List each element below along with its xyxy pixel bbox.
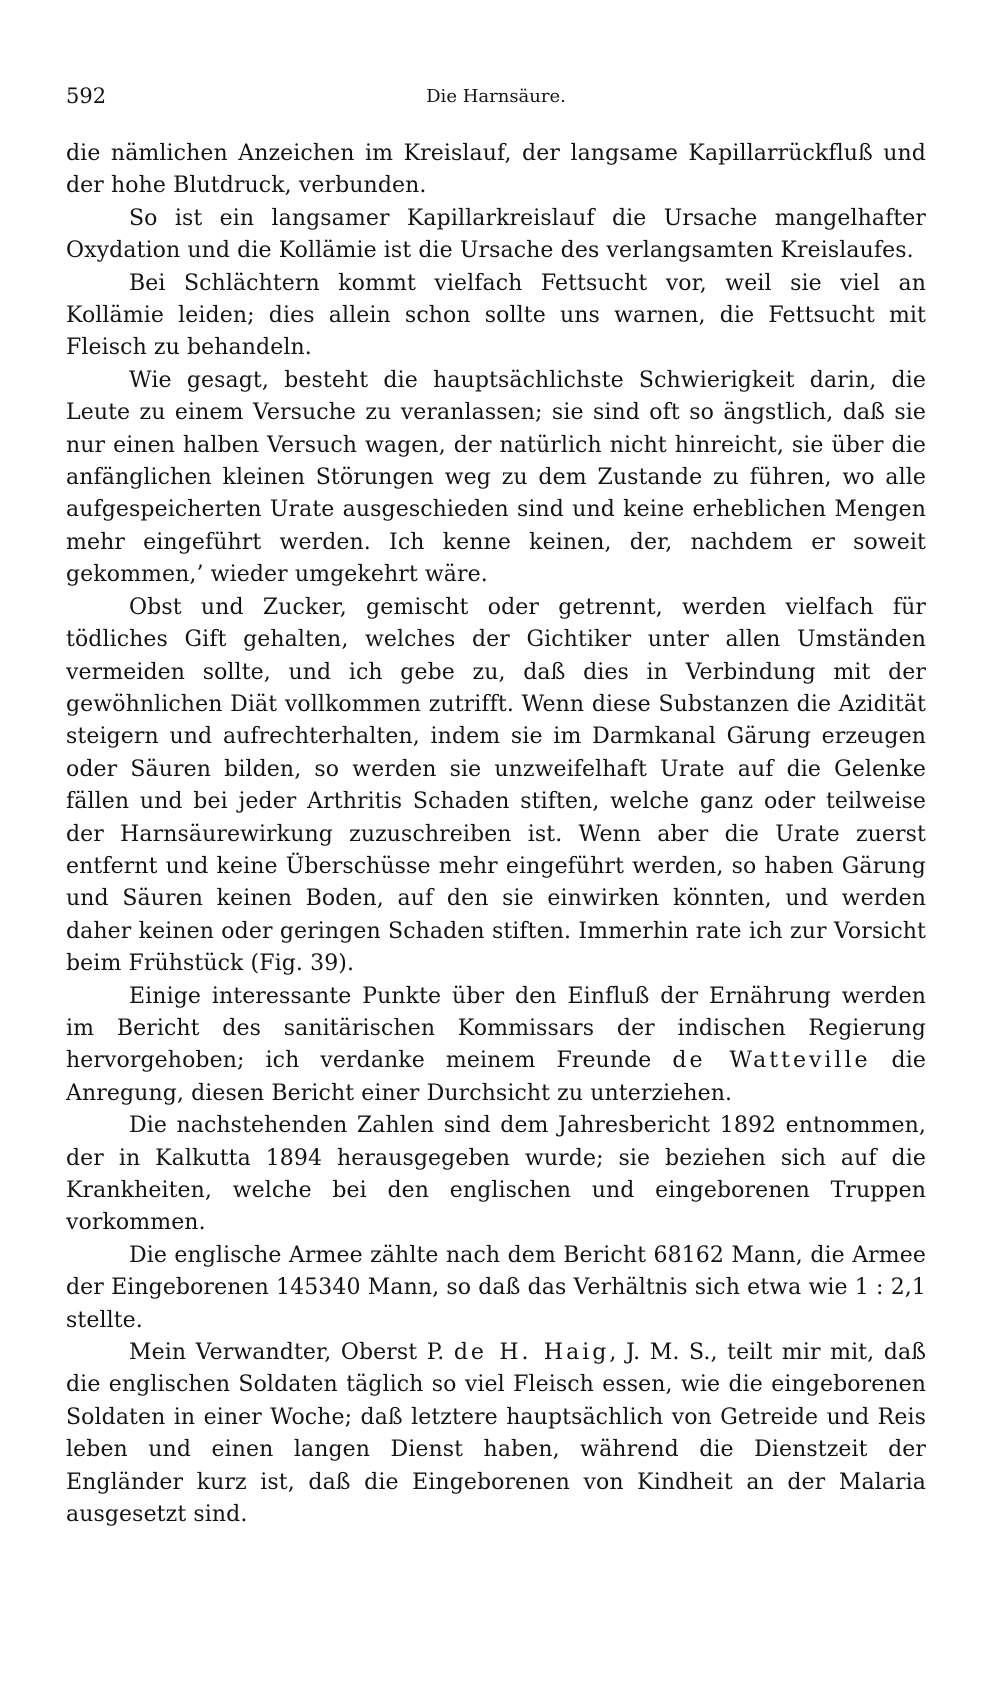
paragraph <box>66 981 926 1111</box>
paragraph: die nämlichen Anzeichen im Kreislauf, der langsame Kapillarrückfluß und der hohe Blutdruck, verbunden. <box>66 141 926 199</box>
running-title: Die Harnsäure. <box>426 86 566 107</box>
paragraph <box>66 1337 926 1531</box>
paragraph-text: Mein Verwandter, Oberst P. <box>129 1340 454 1366</box>
page-number: 592 <box>66 84 107 108</box>
paragraph: So ist ein langsamer Kapillarkreislauf die Ursache mangelhafter Oxydation und die Kollämie ist die Ursache des verlangsamten Kreislaufes. <box>66 205 926 264</box>
paragraph-text: , J. M. S., teilt mir mit, daß die englischen Soldaten täglich so viel Fleisch essen, wie die eingeborenen Soldaten in einer Woche; daß letztere hauptsächlich von Getreide und Reis leben und einen langen Dienst haben, während die Dienstzeit der Engländer kurz ist, daß die Eingeborenen von Kindheit an der Malaria ausgesetzt sind. <box>66 1340 926 1528</box>
spaced-name: de H. Haig <box>453 1340 610 1366</box>
paragraph: Wie gesagt, besteht die hauptsächlichste Schwierigkeit darin, die Leute zu einem Versuche zu veranlassen; sie sind oft so ängstlich, daß sie nur einen halben Versuch wagen, der natürlich nicht hinreicht, sie über die anfänglichen kleinen Störungen weg zu dem Zustande zu führen, wo alle aufgespeicherten Urate ausgeschieden sind und keine erheblichen Mengen mehr eingeführt werden. Ich kenne keinen, der, nachdem er soweit gekommen,’ wieder umgekehrt wäre. <box>66 367 926 588</box>
paragraph-text: Einige interessante Punkte über den Einfluß der Ernährung werden im Bericht des sanitärischen Kommissars der indischen Regierung hervorgehoben; ich verdanke meinem Freunde <box>66 983 926 1074</box>
body-text <box>66 138 926 1531</box>
paragraph: Obst und Zucker, gemischt oder getrennt, werden vielfach für tödliches Gift gehalten, welches der Gichtiker unter allen Umständen vermeiden sollte, und ich gebe zu, daß dies in Verbindung mit der gewöhnlichen Diät vollkommen zutrifft. Wenn diese Substanzen die Azidität steigern und aufrechterhalten, indem sie im Darmkanal Gärung erzeugen oder Säuren bilden, so werden sie unzweifelhaft Urate auf die Gelenke fällen und bei jeder Arthritis Schaden stiften, welche ganz oder teilweise der Harnsäurewirkung zuzuschreiben ist. Wenn aber die Urate zuerst entfernt und keine Überschüsse mehr eingeführt werden, so haben Gärung und Säuren keinen Boden, auf den sie einwirken könnten, und werden daher keinen oder geringen Schaden stiften. Immerhin rate ich zur Vorsicht beim Frühstück (Fig. 39). <box>66 594 926 977</box>
page-header <box>66 84 926 124</box>
paragraph: Die nachstehenden Zahlen sind dem Jahresbericht 1892 entnommen, der in Kalkutta 1894 herausgegeben wurde; sie beziehen sich auf die Krankheiten, welche bei den englischen und eingeborenen Truppen vorkommen. <box>66 1113 926 1236</box>
spaced-name: de Watteville <box>672 1048 871 1074</box>
paragraph: Bei Schlächtern kommt vielfach Fettsucht vor, weil sie viel an Kollämie leiden; dies allein schon sollte uns warnen, die Fettsucht mit Fleisch zu behandeln. <box>66 270 926 361</box>
paragraph: Die englische Armee zählte nach dem Bericht 68162 Mann, die Armee der Eingeborenen 145340 Mann, so daß das Verhältnis sich etwa wie 1 : 2,1 stellte. <box>66 1242 926 1333</box>
paragraph-text: die Anregung, diesen Bericht einer Durchsicht zu unterziehen. <box>66 1048 926 1106</box>
